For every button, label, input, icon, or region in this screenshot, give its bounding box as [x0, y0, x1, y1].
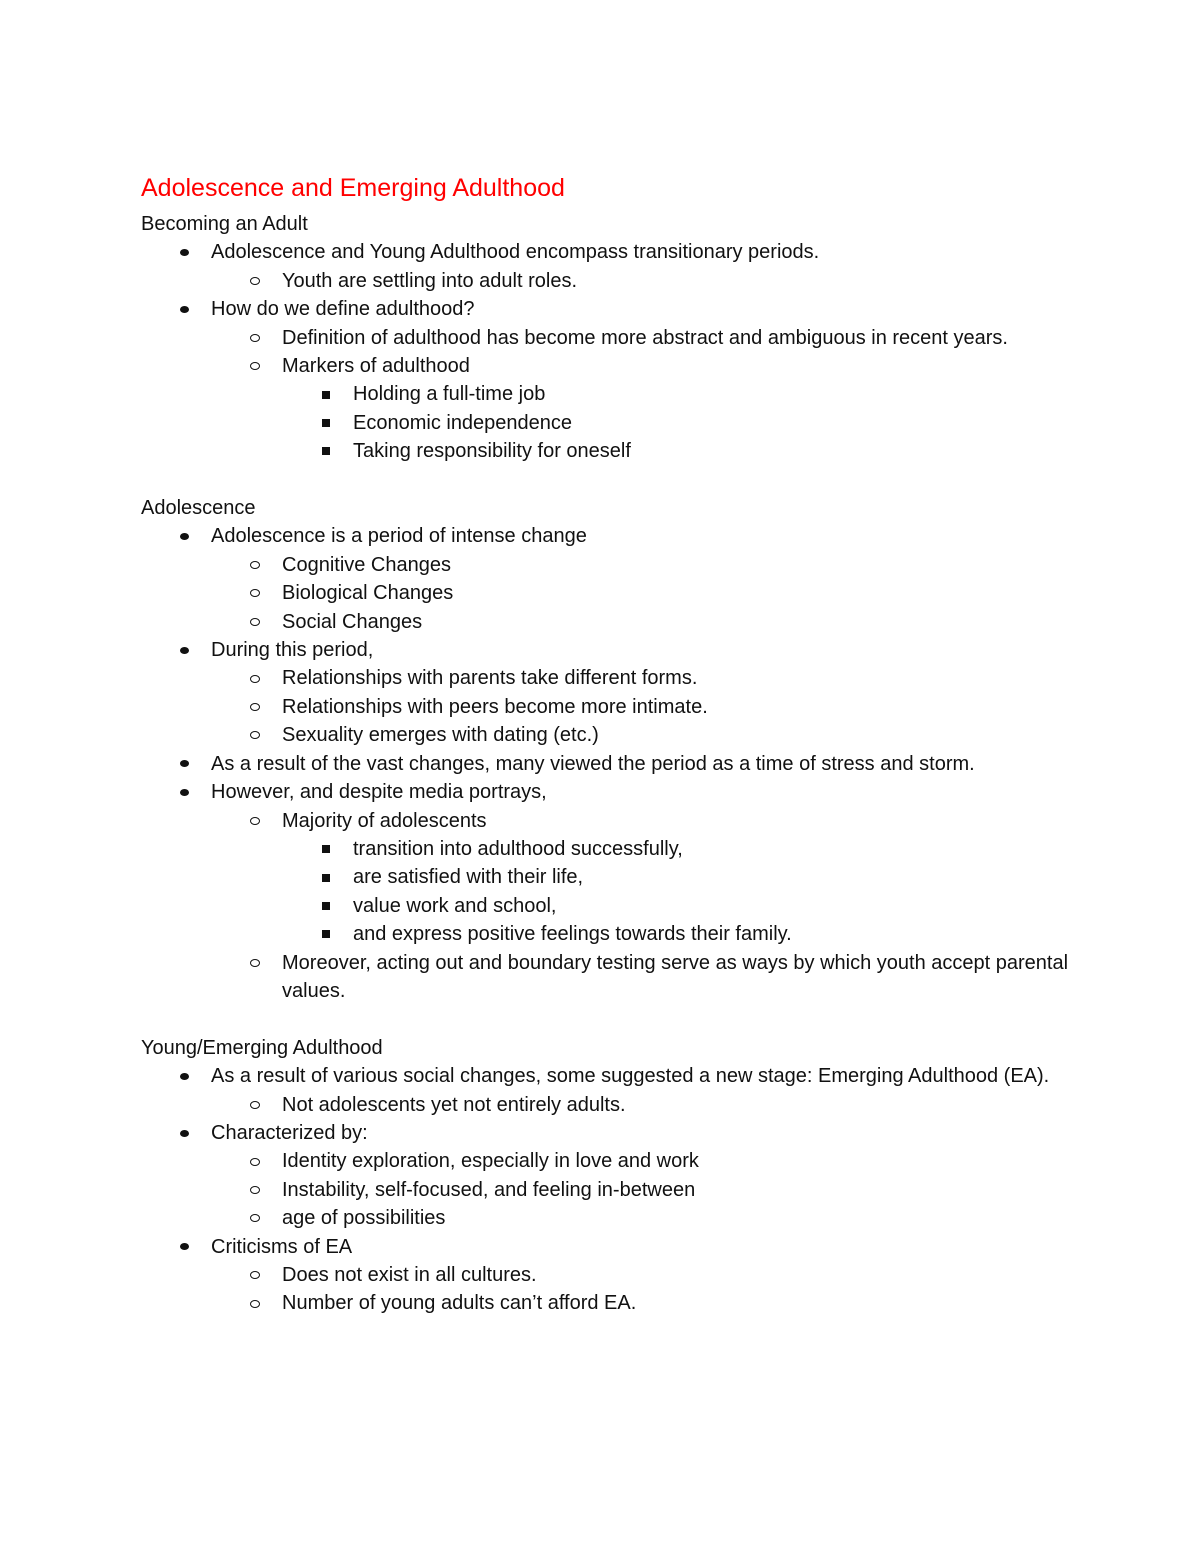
list-item: [141, 1261, 1091, 1289]
bullet-square-icon: [318, 835, 334, 863]
bullet-list: [141, 1062, 1091, 1318]
bullet-circle-icon: [247, 267, 263, 295]
bullet-list: [141, 238, 1091, 465]
bullet-square-icon: [318, 920, 334, 948]
list-item-text: value work and school,: [353, 894, 557, 917]
bullet-circle-icon: [247, 352, 263, 380]
list-item-text: Adolescence is a period of intense change: [211, 525, 587, 548]
list-item: [141, 693, 1091, 721]
bullet-square-icon: [318, 892, 334, 920]
list-item-text: As a result of the vast changes, many viewed the period as a time of stress and storm.: [211, 752, 975, 775]
list-item-text: As a result of various social changes, some suggested a new stage: Emerging Adulthood (EA).: [211, 1065, 1050, 1088]
list-item-text: Criticisms of EA: [211, 1235, 353, 1258]
bullet-circle-icon: [247, 1204, 263, 1232]
bullet-circle-icon: [247, 1261, 263, 1289]
list-item-text: Sexuality emerges with dating (etc.): [282, 724, 599, 747]
bullet-circle-icon: [247, 324, 263, 352]
list-item: [141, 1233, 1091, 1261]
list-item-text: However, and despite media portrays,: [211, 781, 547, 804]
list-item-text: Instability, self-focused, and feeling in-between: [282, 1178, 696, 1201]
list-item-text: Cognitive Changes: [282, 553, 451, 576]
list-item: [141, 721, 1091, 749]
list-item: [141, 664, 1091, 692]
list-item-text: Taking responsibility for oneself: [353, 440, 631, 463]
bullet-circle-icon: [247, 1176, 263, 1204]
list-item: [141, 949, 1091, 1006]
bullet-square-icon: [318, 437, 334, 465]
section: [141, 210, 1091, 466]
list-item-text: Relationships with parents take different forms.: [282, 667, 698, 690]
list-item: [141, 1204, 1091, 1232]
list-item: [141, 1176, 1091, 1204]
list-item: [141, 750, 1091, 778]
bullet-circle-icon: [247, 551, 263, 579]
bullet-circle-icon: [247, 807, 263, 835]
list-item-text: Not adolescents yet not entirely adults.: [282, 1093, 626, 1116]
list-item-text: Number of young adults can’t afford EA.: [282, 1292, 637, 1315]
list-item: [141, 608, 1091, 636]
list-item-text: Adolescence and Young Adulthood encompass transitionary periods.: [211, 241, 820, 264]
bullet-disc-icon: [176, 238, 192, 266]
bullet-circle-icon: [247, 1289, 263, 1317]
bullet-circle-icon: [247, 949, 263, 977]
bullet-disc-icon: [176, 522, 192, 550]
bullet-circle-icon: [247, 608, 263, 636]
bullet-disc-icon: [176, 636, 192, 664]
bullet-circle-icon: [247, 693, 263, 721]
list-item-text: Markers of adulthood: [282, 355, 470, 378]
list-item: [141, 778, 1091, 806]
list-item: [141, 835, 1091, 863]
section-heading: Becoming an Adult: [141, 213, 308, 235]
list-item: [141, 267, 1091, 295]
list-item-text: How do we define adulthood?: [211, 298, 475, 321]
bullet-disc-icon: [176, 750, 192, 778]
bullet-disc-icon: [176, 1119, 192, 1147]
list-item: [141, 380, 1091, 408]
list-item: [141, 636, 1091, 664]
bullet-disc-icon: [176, 1233, 192, 1261]
list-item: [141, 1062, 1091, 1090]
list-item: [141, 324, 1091, 352]
bullet-circle-icon: [247, 664, 263, 692]
list-item-text: Moreover, acting out and boundary testing serve as ways by which youth accept parental values.: [282, 951, 1069, 1002]
document-title: Adolescence and Emerging Adulthood: [141, 174, 565, 202]
list-item-text: Holding a full-time job: [353, 383, 546, 406]
list-item-text: and express positive feelings towards their family.: [353, 923, 792, 946]
bullet-square-icon: [318, 380, 334, 408]
list-item-text: Relationships with peers become more intimate.: [282, 695, 708, 718]
list-item-text: Definition of adulthood has become more abstract and ambiguous in recent years.: [282, 326, 1008, 349]
list-item: [141, 409, 1091, 437]
list-item: [141, 1091, 1091, 1119]
list-item-text: Social Changes: [282, 610, 423, 633]
section-heading: Young/Emerging Adulthood: [141, 1036, 383, 1059]
list-item: [141, 522, 1091, 550]
bullet-square-icon: [318, 863, 334, 891]
section: [141, 1034, 1091, 1318]
list-item-text: Majority of adolescents: [282, 809, 487, 832]
list-item: [141, 1289, 1091, 1317]
list-item-text: During this period,: [211, 639, 374, 662]
bullet-list: [141, 522, 1091, 1005]
list-item-text: transition into adulthood successfully,: [353, 837, 683, 860]
bullet-circle-icon: [247, 1147, 263, 1175]
list-item: [141, 1119, 1091, 1147]
list-item: [141, 863, 1091, 891]
document-body: [141, 210, 1091, 1318]
list-item: [141, 295, 1091, 323]
list-item-text: Identity exploration, especially in love and work: [282, 1150, 699, 1173]
list-item: [141, 437, 1091, 465]
list-item-text: are satisfied with their life,: [353, 866, 584, 889]
list-item-text: Characterized by:: [211, 1121, 368, 1144]
bullet-disc-icon: [176, 778, 192, 806]
bullet-circle-icon: [247, 721, 263, 749]
section: [141, 494, 1091, 1005]
list-item: [141, 579, 1091, 607]
bullet-circle-icon: [247, 1091, 263, 1119]
list-item-text: Economic independence: [353, 411, 573, 434]
section-heading: Adolescence: [141, 497, 256, 520]
bullet-disc-icon: [176, 1062, 192, 1090]
list-item-text: Youth are settling into adult roles.: [282, 269, 578, 292]
list-item: [141, 920, 1091, 948]
list-item: [141, 892, 1091, 920]
list-item: [141, 238, 1091, 266]
list-item: [141, 352, 1091, 380]
list-item-text: age of possibilities: [282, 1207, 446, 1230]
list-item-text: Does not exist in all cultures.: [282, 1264, 537, 1286]
bullet-circle-icon: [247, 579, 263, 607]
bullet-disc-icon: [176, 295, 192, 323]
list-item: [141, 551, 1091, 579]
list-item-text: Biological Changes: [282, 582, 454, 605]
bullet-square-icon: [318, 409, 334, 437]
list-item: [141, 1147, 1091, 1175]
list-item: [141, 807, 1091, 835]
